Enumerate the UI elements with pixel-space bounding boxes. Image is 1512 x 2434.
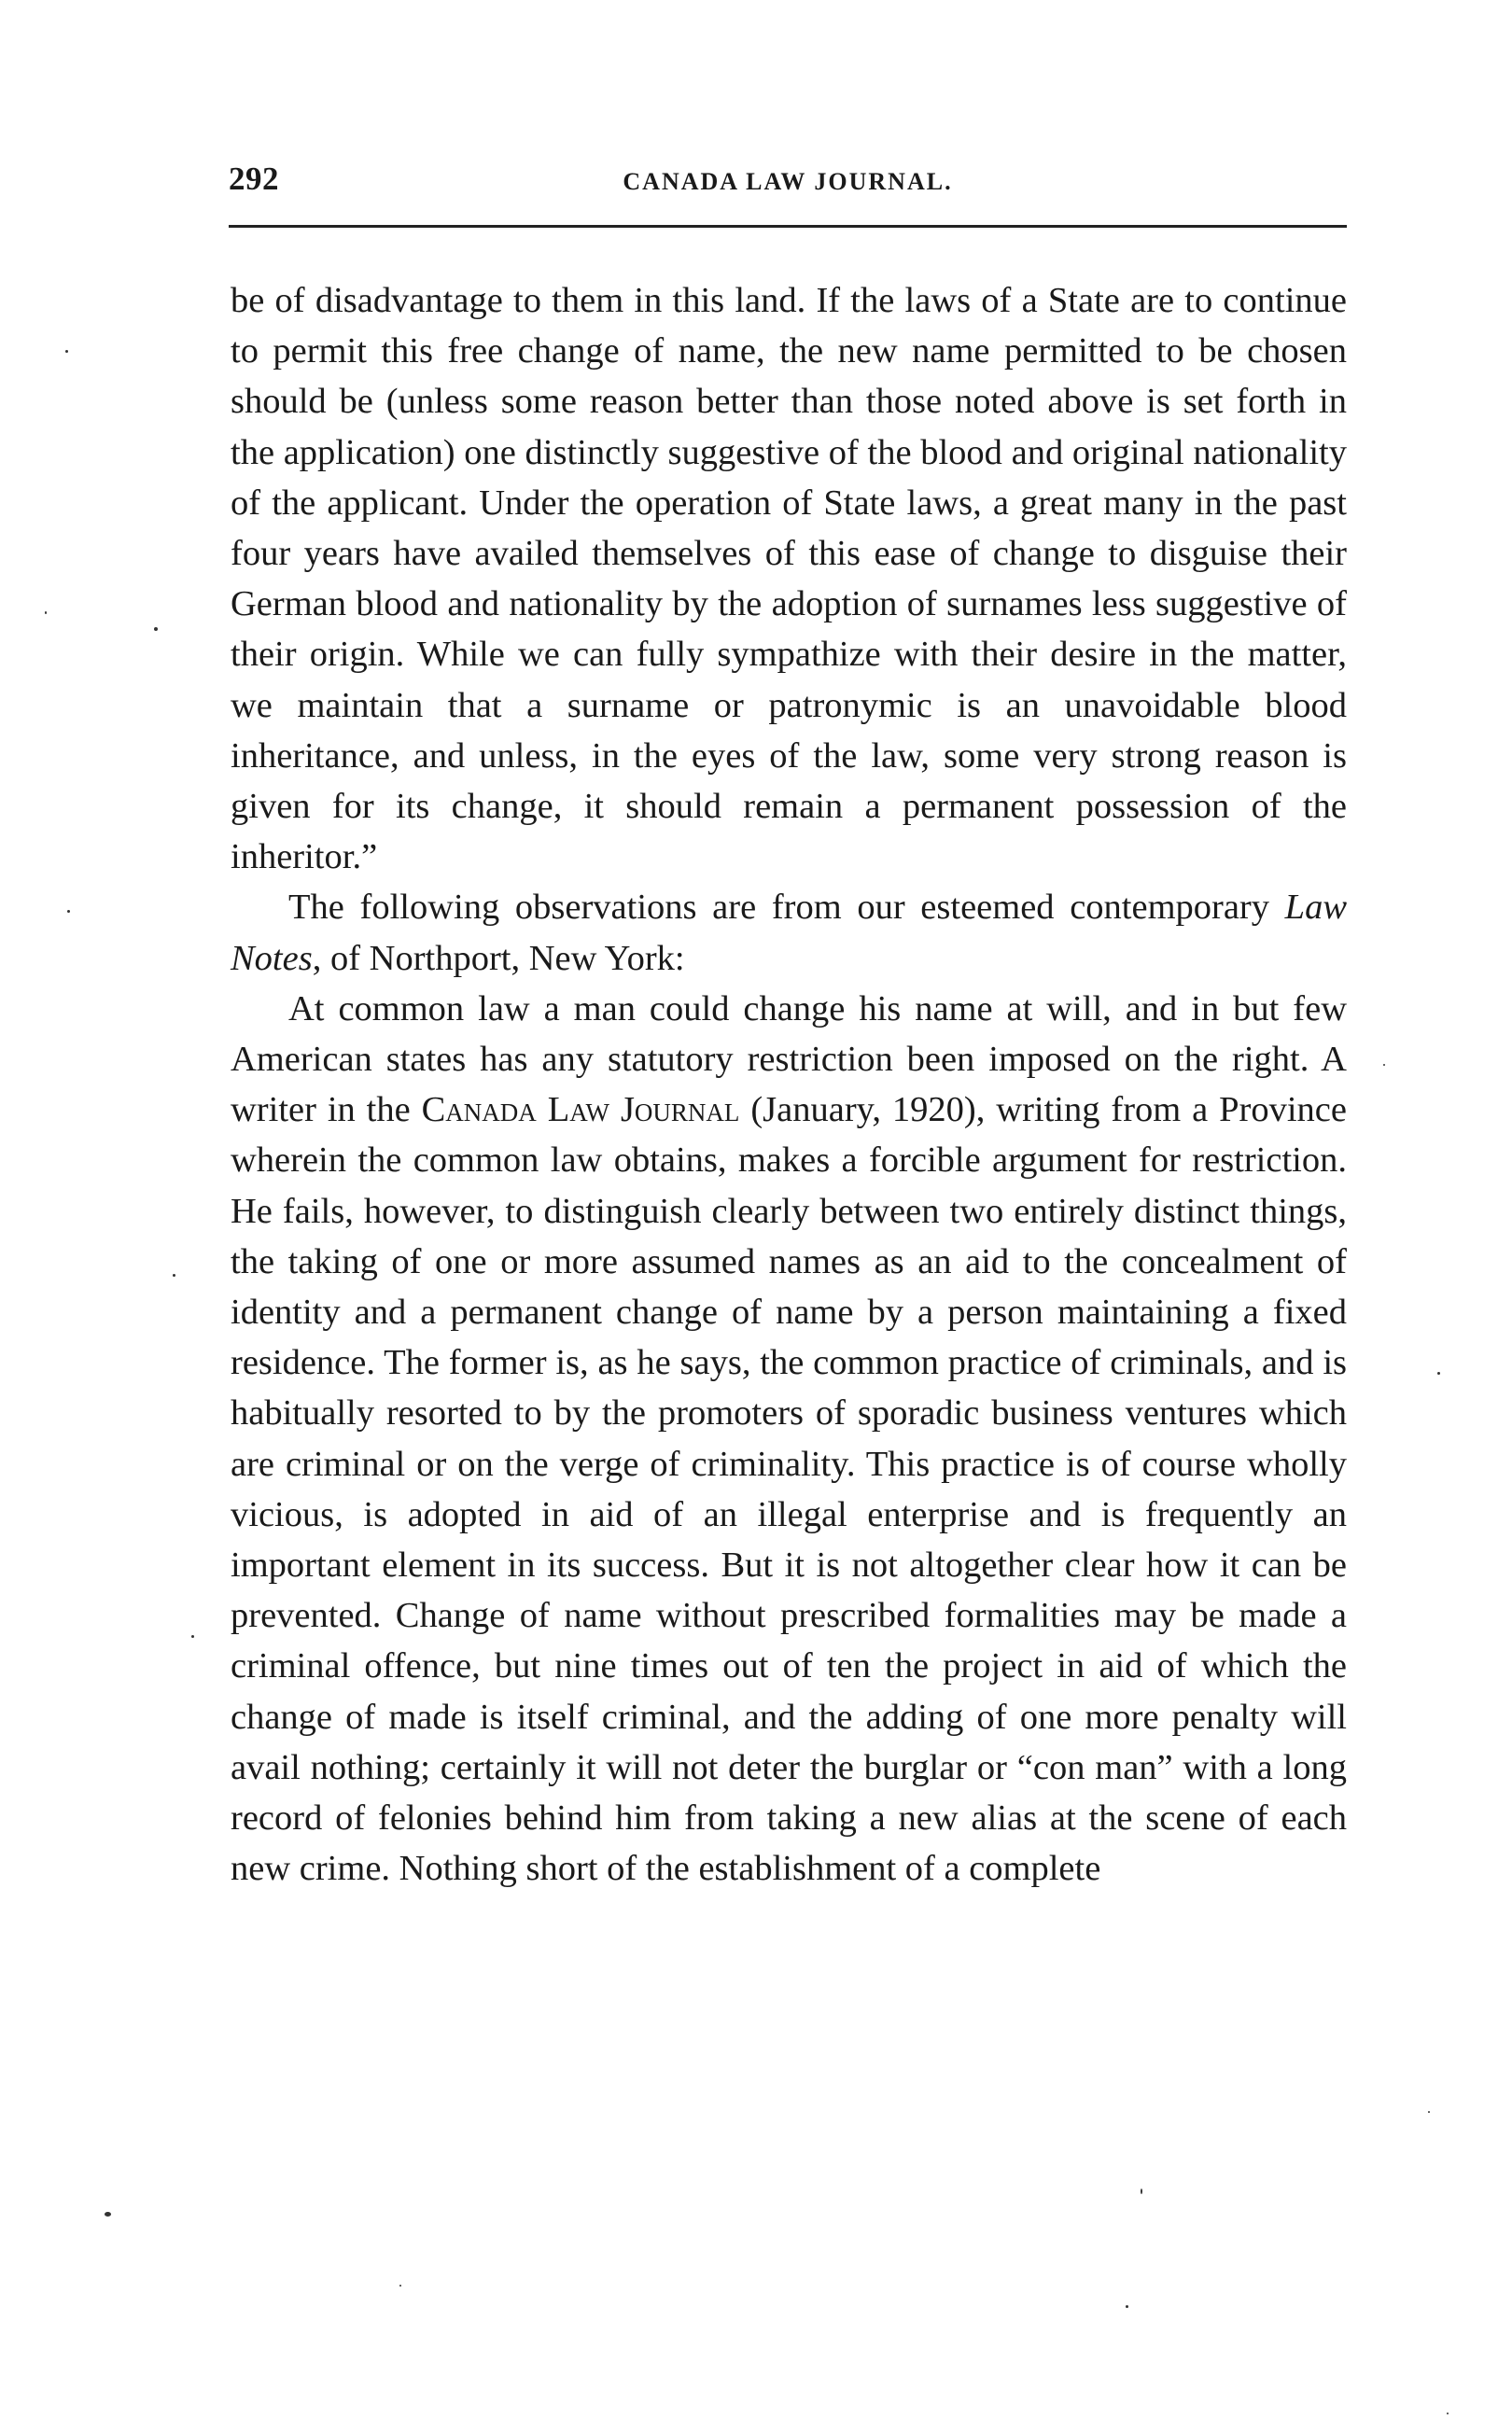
running-title: CANADA LAW JOURNAL. xyxy=(623,168,953,195)
scan-speck xyxy=(1437,1372,1440,1375)
journal-name: Canada Law Journal xyxy=(421,1090,740,1130)
scan-speck xyxy=(399,2285,401,2287)
scan-speck xyxy=(1383,1064,1385,1066)
paragraph-continuation: be of disadvantage to them in this land. If the laws of a State are to continue to permit this free change of name, the new name permitted to be chosen should be (unless some reason better than those noted above is set forth in the application) one distinctly suggestive of the blood and original nationality of the applicant. Under the operation of State laws, a great many in the past four years have availed themselves of this ease of change to disguise their German blood and nationality by the adoption of surnames less suggestive of their origin. While we can fully sympathize with their desire in the matter, we maintain that a surname or patronymic is an unavoidable blood inheritance, and unless, in the eyes of the law, some very strong reason is given for its change, it should remain a permanent possession of the inheritor.” xyxy=(231,281,1347,877)
scan-speck xyxy=(1126,2305,1128,2308)
article-body xyxy=(231,275,1347,1895)
scan-speck xyxy=(105,2212,111,2217)
publication-title: Law Notes xyxy=(231,888,1347,978)
paragraph-text: At common law a man could change his name at will, and in but few American states has any statutory restriction been imposed on the right. A writer in the xyxy=(231,988,1347,1130)
scan-speck xyxy=(1447,2413,1449,2414)
scan-speck xyxy=(191,1635,194,1638)
paragraph-text: (January, 1920), writing from a Province wherein the common law obtains, makes a forcible argument for restriction. He fails, however, to distinguish clearly between two entirely distinct things, the taking of one or more assumed names as an aid to the concealment of identity and a permanent change of name by a person maintaining a fixed residence. The former is, as he says, the common practice of criminals, and is habitually resorted to by the promoters of sporadic business ventures which are criminal or on the verge of criminality. This practice is of course wholly vicious, is adopted in aid of an illegal enterprise and is frequently an important element in its success. But it is not altogether clear how it can be prevented. Change of name without prescribed formalities may be made a criminal offence, but nine times out of ten the project in aid of which the change of made is itself criminal, and the adding of one more penalty will avail nothing; certainly it will not deter the burglar or “con man” with a long record of felonies behind him from taking a new alias at the scene of each new crime. Nothing short of the establishment of a complete xyxy=(231,1090,1347,1889)
scan-speck xyxy=(1141,2189,1142,2194)
paragraph-text: , of Northport, New York: xyxy=(312,938,685,978)
scan-speck xyxy=(1428,2111,1430,2113)
paragraph-introduction xyxy=(231,882,1347,983)
paragraph-quotation xyxy=(231,984,1347,1895)
scan-speck xyxy=(173,1274,175,1277)
paragraph-text: The following observations are from our esteemed contemporary xyxy=(288,888,1285,928)
scan-speck xyxy=(45,611,47,614)
scan-speck xyxy=(67,910,70,913)
scan-speck xyxy=(65,350,68,353)
page-header xyxy=(229,161,1347,217)
scan-speck xyxy=(154,627,158,631)
header-rule xyxy=(229,225,1347,228)
page-number: 292 xyxy=(229,161,279,197)
